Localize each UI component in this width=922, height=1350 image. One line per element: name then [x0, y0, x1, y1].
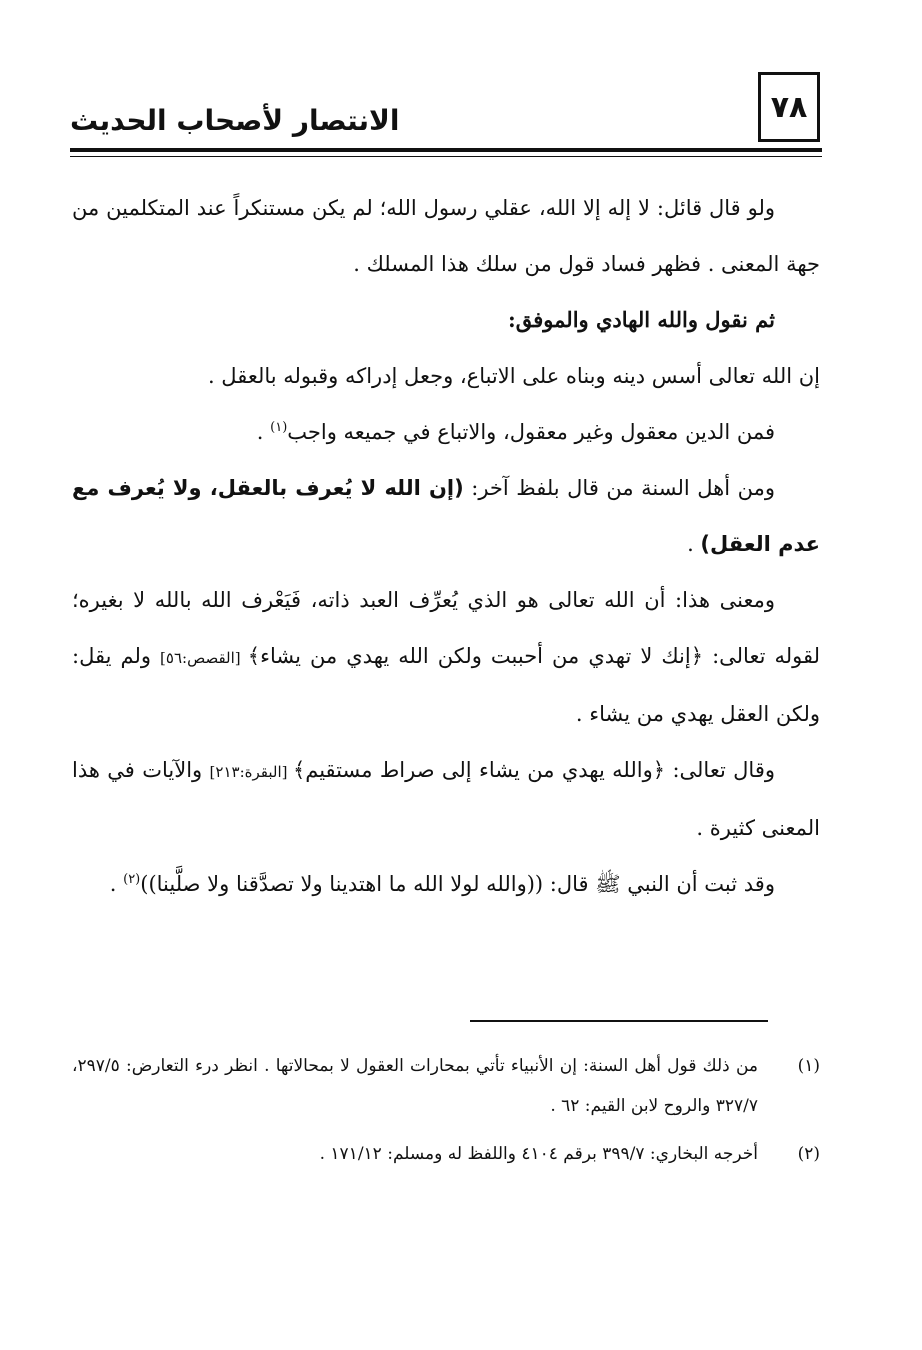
header-rule-thin: [70, 156, 822, 157]
footnote-number: (٢): [797, 1144, 820, 1164]
paragraph-end: والآيات في هذا المعنى كثيرة .: [72, 758, 820, 840]
footnotes: [72, 1046, 820, 1182]
section-heading: ثم نقول والله الهادي والموفق:: [508, 307, 775, 332]
footnote-number: (١): [797, 1056, 820, 1076]
quran-verse: ﴿إنك لا تهدي من أحببت ولكن الله يهدي من يشاء﴾: [247, 644, 704, 668]
paragraph: ولو قال قائل: لا إله إلا الله، عقلي رسول الله؛ لم يكن مستنكراً عند المتكلمين من جهة المعنى . فظهر فساد قول من سلك هذا المسلك .: [72, 196, 820, 276]
page-number: ٧٨: [758, 72, 820, 142]
verse-reference: [القصص:٥٦]: [160, 649, 248, 667]
paragraph-end: .: [109, 872, 124, 896]
paragraph-end: .: [687, 532, 701, 556]
quran-verse: ﴿والله يهدي من يشاء إلى صراط مستقيم﴾: [292, 758, 666, 782]
paragraph: [72, 404, 820, 460]
paragraph: [72, 856, 820, 912]
header-rule-thick: [70, 148, 822, 152]
footnote-marker: (١): [270, 420, 288, 435]
footnote-separator: [470, 1020, 768, 1022]
paragraph-text: ومن أهل السنة من قال بلفظ آخر:: [463, 476, 775, 500]
paragraph-text: ومعنى هذا: أن الله تعالى هو الذي يُعرِّف العبد ذاته، فَيَعْرف الله بالله لا بغيره؛ لقوله تعالى:: [72, 588, 820, 668]
main-text: [72, 180, 820, 912]
paragraph-text: فمن الدين معقول وغير معقول، والاتباع في جميعه واجب: [287, 420, 775, 444]
footnote: [72, 1134, 820, 1174]
bold-quote: (إن الله لا يُعرف بالعقل، ولا يُعرف مع عدم العقل): [72, 476, 820, 556]
paragraph-text: وقال تعالى:: [665, 758, 775, 782]
paragraph-end: ولم يقل: ولكن العقل يهدي من يشاء .: [72, 644, 820, 726]
hadith-quote: ((والله لولا الله ما اهتدينا ولا تصدَّقنا ولا صلَّينا)): [140, 872, 544, 896]
paragraph-end: .: [256, 420, 271, 444]
footnote: [72, 1046, 820, 1126]
paragraph: [72, 572, 820, 742]
paragraph: إن الله تعالى أسس دينه وبناه على الاتباع، وجعل إدراكه وقبوله بالعقل .: [207, 364, 820, 388]
paragraph: [72, 742, 820, 856]
verse-reference: [البقرة:٢١٣]: [209, 763, 293, 781]
running-title: الانتصار لأصحاب الحديث: [70, 104, 400, 137]
footnote-marker: (٢): [123, 872, 141, 887]
footnote-text: أخرجه البخاري: ٣٩٩/٧ برقم ٤١٠٤ واللفظ له ومسلم: ١٧١/١٢ .: [319, 1144, 758, 1164]
paragraph: [72, 460, 820, 572]
paragraph-text: وقد ثبت أن النبي ﷺ قال:: [543, 872, 775, 896]
footnote-text: من ذلك قول أهل السنة: إن الأنبياء تأتي بمحارات العقول لا بمحالاتها . انظر درء التعارض: ٢٩٧/٥، ٣٢٧/٧ والروح لابن القيم: ٦٢ .: [72, 1056, 758, 1116]
